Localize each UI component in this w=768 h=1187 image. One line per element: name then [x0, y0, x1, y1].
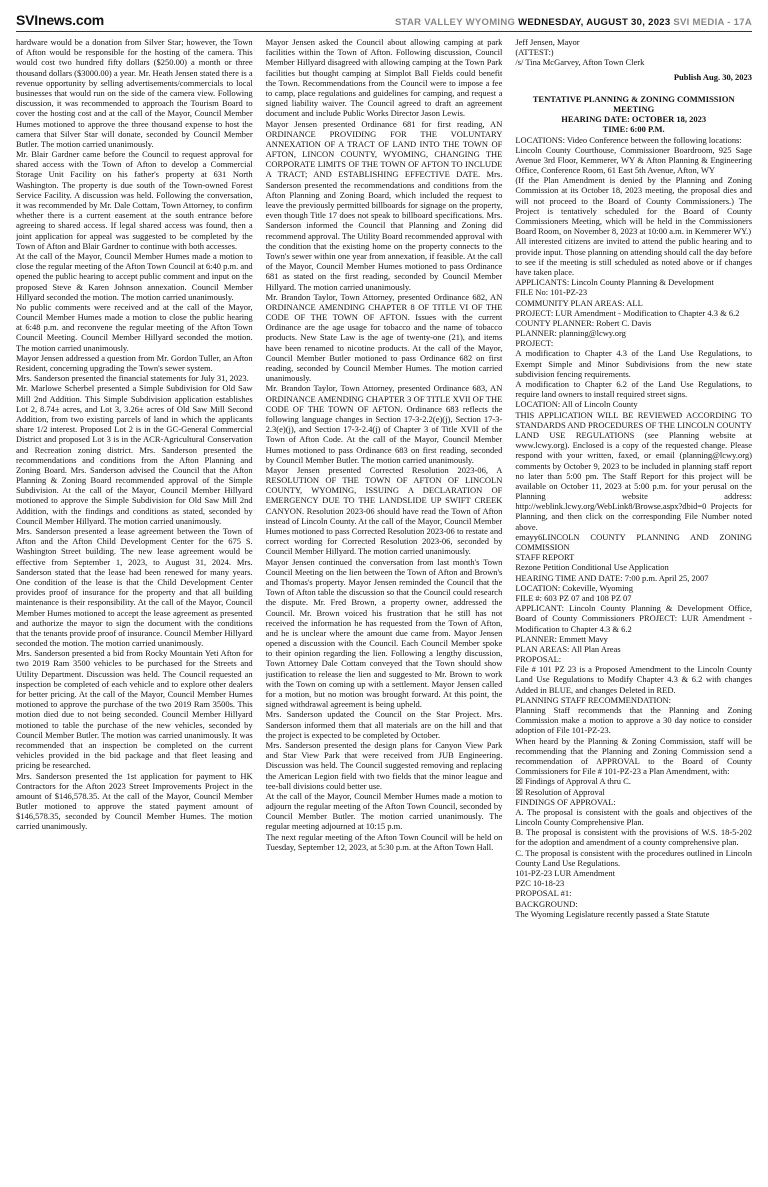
- paragraph: FILE #: 603 PZ 07 and 108 PZ 07: [515, 592, 632, 603]
- paragraph: emayy6LINCOLN COUNTY PLANNING AND ZONING COMMISSION: [515, 531, 752, 552]
- page-header: [16, 8, 752, 32]
- paragraph: All interested citizens are invited to attend the public hearing and to provide input. Those planning on attending should call the day before to see if the meeting is still scheduled as noted above or if changes have taken place.: [515, 236, 752, 277]
- column-3: [515, 37, 752, 1179]
- paragraph: Mrs. Sanderson presented the design plans for Canyon View Park and Star View Park that were received from JUB Engineering. Discussion was held. The Council suggested removing and replacing the American Legion field with two fields that the minor league and tee-ball divisions could better use.: [265, 739, 503, 791]
- paragraph: THIS APPLICATION WILL BE REVIEWED ACCORDING TO STANDARDS AND PROCEDURES OF THE LINCOLN COUNTY LAND USE REGULATIONS (see Planning website at www.lcwy.org). Enclosed is a copy of the requested change. Please respond with your written, faxed, or email (planning@lcwy.org) comments by October 9, 2023 to be included in planning staff report no later than 5:00 pm. The Staff Report for this project will be available on October 11, 2023 at 5:00 p.m. for your perusal on the Planning website address: http://weblink.lcwy.org/WebLink8/Browse.aspx?dbid=0 Projects for Planning, and then click on the corresponding File Number noted above.: [515, 409, 752, 532]
- publish-date: Publish Aug. 30, 2023: [673, 71, 752, 82]
- issue-date: WEDNESDAY, AUGUST 30, 2023: [518, 17, 671, 28]
- paragraph: C. The proposal is consistent with the procedures outlined in Lincoln County Land Use Regulations.: [515, 847, 752, 868]
- notice-body: [515, 135, 752, 919]
- page-info: [395, 17, 752, 28]
- paragraph: Mrs. Sanderson presented the 1st application for payment to HK Contractors for the Afton 2023 Street Improvements Project in the amount of $146,578.35. At the call of the Mayor, Council Member Butler motioned to approve the stated payment amount of $146,578.35, seconded by Council Member Humes. The motion carried unanimously.: [16, 770, 253, 832]
- paragraph: Mr. Brandon Taylor, Town Attorney, presented Ordinance 683, AN ORDINANCE AMENDING CHAPTER 3 OF TITLE XVII OF THE CODE OF THE TOWN OF AFTON. Ordinance 683 reflects the following language changes in Section 17-3-2.2(e)(j), Section 17-3-2.3(e)(j), and Section 17-3-2.4(j) of Chapter 3 of Title XVII of the Town of Afton Code. At the call of the Mayor, Council Member Humes motioned to pass Ordinance 683 on first reading, seconded by Council Member Butler. The motion carried unanimously.: [265, 383, 503, 465]
- paragraph: Mr. Brandon Taylor, Town Attorney, presented Ordinance 682, AN ORDINANCE AMENDING CHAPTER 8 OF TITLE VI OF THE CODE OF THE TOWN OF AFTON. Issues with the current Ordinance are the age usage for tobacco and the name of tobacco products. New State Law is the age of twenty-one (21), and items have been renamed to nicotine products. At the call of the Mayor, Council Member Butler motioned to pass Ordinance 682 on first reading, seconded by Council Member Humes. The motion carried unanimously.: [265, 291, 503, 384]
- paragraph: A modification to Chapter 6.2 of the Land Use Regulations, to require land owners to install required street signs.: [515, 379, 752, 400]
- paragraph: A modification to Chapter 4.3 of the Land Use Regulations, to Exempt Simple and Minor Subdivisions from the new state subdivision fencing requirements.: [515, 348, 752, 379]
- hearing-date: HEARING DATE: OCTOBER 18, 2023: [561, 114, 707, 125]
- paragraph: PLANNER: planning@lcwy.org: [515, 328, 626, 339]
- paragraph: Rezone Petition Conditional Use Application: [515, 562, 669, 573]
- page-number: SVI MEDIA - 17A: [673, 17, 752, 28]
- paragraph: (If the Plan Amendment is denied by the Planning and Zoning Commission at its October 18, 2023 meeting, the proposal dies and will not proceed to the Board of County Commissioners.) The Project is tentatively scheduled for the Board of County Commissioners Meeting, which will be held in the Commissioners Board Room, on November 8, 2023 at 10:00 a.m. in Kemmerer WY.): [515, 175, 752, 237]
- notice-title: TENTATIVE PLANNING & ZONING COMMISSION MEETING: [532, 93, 735, 114]
- paragraph: Planning Staff recommends that the Planning and Zoning Commission make a motion to approve a 30 day notice to consider adoption of File 101-PZ-23.: [515, 705, 752, 736]
- paragraph: ☒ Resolution of Approval: [515, 786, 605, 797]
- column-2: [266, 37, 503, 1179]
- paragraph: LOCATION: All of Lincoln County: [515, 399, 638, 410]
- paragraph: When heard by the Planning & Zoning Commission, staff will be recommending that the Planning and Zoning Commission send a recommendation of APPROVAL to the Board of County Commissioners for File # 101-PZ-23 a Plan Amendment, with:: [515, 735, 752, 777]
- paragraph: B. The proposal is consistent with the provisions of W.S. 18-5-202 for the adoption and amendment of a county comprehensive plan.: [515, 827, 752, 848]
- paragraph: PROJECT:: [515, 338, 554, 349]
- paragraph: PROJECT: LUR Amendment - Modification to Chapter 4.3 & 6.2: [515, 307, 740, 318]
- paragraph: Mrs. Sanderson updated the Council on the Star Project. Mrs. Sanderson informed them that all materials are on the hill and that the project is expected to be completed by October.: [265, 709, 503, 740]
- site-name: SVInews.com: [16, 12, 105, 28]
- signature-clerk: /s/ Tina McGarvey, Afton Town Clerk: [515, 57, 645, 68]
- paragraph: PLAN AREAS: All Plan Areas: [515, 643, 621, 654]
- paragraph: APPLICANTS: Lincoln County Planning & Development: [515, 277, 714, 288]
- hearing-time: TIME: 6:00 P.M.: [602, 124, 665, 135]
- paper-name: STAR VALLEY WYOMING: [394, 17, 516, 28]
- paragraph: HEARING TIME AND DATE: 7:00 p.m. April 25, 2007: [515, 572, 709, 583]
- paragraph: Mayor Jensen presented Corrected Resolution 2023-06, A RESOLUTION OF THE TOWN OF AFTON OF LINCOLN COUNTY, WYOMING, ISSUING A DECLARATION OF EMERGENCY DUE TO THE LANDSLIDE UP SWIFT CREEK CANYON. Resolution 2023-06 should have read the Town of Afton instead of Lincoln County. At the call of the Mayor, Council Member Humes motioned to pass Corrected Resolution 2023-06 to restate and correct wording for Corrected Resolution 2023-06, seconded by Council Member Hillyard. The motion carried unanimously.: [265, 464, 503, 557]
- paragraph: Mr. Marlowe Scherbel presented a Simple Subdivision for Old Saw Mill 2nd Addition. This Simple Subdivision application establishes Lot 2, 8.74± acres, and Lot 3, 3.26± acres of Old Saw Mill Second Addition, from two existing parcels of land in which the applicants share 1/2 interest. Proposed Lot 2 is in the GC-General Commercial District and proposed Lot 3 is in the ACR-Agricultural Conservation and Recreation zoning district. Mrs. Sanderson presented the recommendations and conditions from the Afton Planning and Zoning Board. Mrs. Sanderson advised the Council that the Afton Planning & Zoning Board recommended approval of the Simple Subdivision. At the call of the Mayor, Council Member Hillyard motioned to approve the Simple Subdivision for Old Saw Mill 2nd Addition, with the findings and conditions as stated, seconded by Council Member Hillyard. The motion carried unanimously.: [16, 383, 253, 526]
- column-1: [16, 37, 253, 1179]
- paragraph: PLANNING STAFF RECOMMENDATION:: [515, 694, 671, 705]
- paragraph: PROPOSAL:: [515, 654, 562, 665]
- paragraph: A. The proposal is consistent with the goals and objectives of the Lincoln County Comprehensive Plan.: [515, 806, 752, 828]
- paragraph: Mayor Jensen asked the Council about allowing camping at park facilities within the Town of Afton. Following discussion, Council Member Hillyard disagreed with allowing camping at the Town Park facilities but thought camping at Simplot Ball Fields could benefit the Town. Recommendations from the Council were to impose a fee to camp, place regulations and guidelines for camping, and request a signed liability waiver. The Council agreed to draft an agreement document and include Public Works Director Jason Lewis.: [265, 37, 503, 119]
- paragraph: At the call of the Mayor, Council Member Humes made a motion to close the regular meeting of the Afton Town Council at 6:40 p.m. and opened the public hearing to accept public comment and input on the proposed Steve & Karen Johnson annexation. Council Member Hillyard seconded the motion. The motion carried unanimously.: [16, 250, 253, 302]
- paragraph: BACKGROUND:: [515, 898, 578, 909]
- paragraph: The Wyoming Legislature recently passed a State Statute: [515, 908, 710, 919]
- paragraph: APPLICANT: Lincoln County Planning & Development Office, Board of County Commissioners PROJECT: LUR Amendment - Modification to Chapter 4.3 & 6.2: [515, 603, 752, 634]
- paragraph: PROPOSAL #1:: [515, 888, 572, 899]
- signature-mayor: Jeff Jensen, Mayor: [515, 37, 580, 47]
- paragraph: LOCATIONS: Video Conference between the following locations:: [515, 134, 742, 145]
- paragraph: FILE No: 101-PZ-23: [515, 287, 588, 298]
- paragraph: LOCATION: Cokeville, Wyoming: [515, 582, 633, 593]
- paragraph: At the call of the Mayor, Council Member Humes made a motion to adjourn the regular meeting of the Afton Town Council, seconded by Council Member Butler. The motion carried unanimously. The regular meeting adjourned at 10:15 p.m.: [265, 790, 503, 832]
- paragraph: No public comments were received and at the call of the Mayor, Council Member Humes made a motion to close the public hearing at 6:48 p.m. and reconvene the regular meeting of the Afton Town Council Meeting. Council Member Hillyard seconded the motion. The motion carried unanimously.: [16, 301, 253, 353]
- paragraph: File # 101 PZ 23 is a Proposed Amendment to the Lincoln County Land Use Regulations to Modify Chapter 4.3 & 6.2 with changes Added in BLUE, and changes Deleted in RED.: [515, 664, 752, 695]
- paragraph: Mrs. Sanderson presented a lease agreement between the Town of Afton and the Afton Child Development Center for the 675 S. Washington Street building. The new lease agreement would be effective from September 1, 2023, to August 31, 2024. Mrs. Sanderson stated that the lease had been renewed for many years. One condition of the lease is that the Child Development Center provides proof of insurance for the property and that all building maintenance is their responsibility. At the call of the Mayor, Council Member Humes motioned to accept the lease agreement as presented and authorize the mayor to sign the document with the conditions that the tenants provide proof of insurance. Council Member Hillyard seconded the motion. The motion carried unanimously.: [16, 526, 253, 649]
- paragraph: ☒ Findings of Approval A thru C.: [515, 776, 631, 787]
- paragraph: 101-PZ-23 LUR Amendment: [515, 868, 615, 878]
- paragraph: Mayor Jensen presented Ordinance 681 for first reading, AN ORDINANCE PROVIDING FOR THE VOLUNTARY ANNEXATION OF A TRACT OF LAND INTO THE TOWN OF AFTON, LINCON COUNTY, WYOMING, CHANGING THE CORPORATE LIMITS OF THE TOWN OF AFTON TO INCLUDE A TRACT; AND ESTABLISHING EFFECTIVE DATE. Mrs. Sanderson presented the recommendations and conditions from the Afton Planning and Zoning Board, which included the request to leave the previously permitted billboards for signage on the property, even though Title 17 does not speak to billboard specifications. Mrs. Sanderson informed the Council that Planning and Zoning did recommend approval. The Utility Board recommended approval with the condition that the existing home on the property connects to the Town's sewer within one year from annexation, if feasible. At the call of the Mayor, Council Member Humes motioned to pass Ordinance 681 as stated on the first reading, seconded by Council Member Hillyard. The motion carried unanimously.: [265, 118, 503, 292]
- paragraph: Mayor Jensen addressed a question from Mr. Gordon Tuller, an Afton Resident, concerning upgrading the Town's sewer system.: [16, 352, 253, 373]
- paragraph: Mrs. Sanderson presented the financial statements for July 31, 2023.: [16, 373, 249, 384]
- paragraph: Mayor Jensen continued the conversation from last month's Town Council Meeting on the lien between the Town of Afton and Brown's and Thomas's property. Mayor Jensen reminded the Council that the Town of Afton table the discussion so that the Council could research the dispute. Mr. Fred Brown, a property owner, addressed the Council. Mr. Brown voiced his frustration that he still has not received the information he has requested from the Town of Afton, and he is unclear where the amount due came from. Mayor Jensen opened a discussion with the Council. Each Council Member spoke to their opinion regarding the lien. Following a lengthy discussion, Town Attorney Dale Cottam conveyed that the Town should show justification to release the lien and suggested to Mr. Brown to work with the Town on coming up with a settlement. Mayor Jensen called for a motion, but no motion was brought forward. At this point, the signed withdrawal agreement is being upheld.: [265, 556, 503, 710]
- paragraph: STAFF REPORT: [515, 552, 575, 563]
- signature-attest: (ATTEST:): [515, 47, 554, 58]
- paragraph: COMMUNITY PLAN AREAS: ALL: [515, 297, 643, 308]
- paragraph: Mrs. Sanderson presented a bid from Rocky Mountain Yeti Afton for two 2019 Ram 3500 vehicles to be purchased for the Streets and Utility Department. Discussion was held. The Council requested an inspection be completed of each vehicle and to explore other dealers for better pricing. At the call of the Mayor, Council Member Humes motioned to approve the purchase of the two 2019 Ram 3500s. This motion died due to not being seconded. Council Member Hillyard motioned to table the purchase of the new vehicles, seconded by Council Member Butler. The motion was carried unanimously. It was recommended that an inspection be completed on the current vehicles provided in the bid package and that fleet leasing and pricing be researched.: [16, 648, 253, 771]
- paragraph: Lincoln County Courthouse, Commissioner Boardroom, 925 Sage Avenue 3rd Floor, Kemmerer, WY & Afton Planning & Engineering Office, Conference Room, 61 East 5th Avenue, Afton, WY: [515, 144, 752, 176]
- article-columns: [16, 37, 752, 1179]
- paragraph: The next regular meeting of the Afton Town Council will be held on Tuesday, September 12, 2023, at 5:30 p.m. at the Afton Town Hall.: [265, 831, 503, 852]
- paragraph: PLANNER: Emmett Mavy: [515, 633, 608, 644]
- paragraph: FINDINGS OF APPROVAL:: [515, 796, 616, 807]
- paragraph: PZC 10-18-23: [515, 878, 565, 889]
- paragraph: COUNTY PLANNER: Robert C. Davis: [515, 317, 652, 328]
- paragraph: hardware would be a donation from Silver Star; however, the Town of Afton would be responsible for the hosting of the camera. This would cost two hundred fifty dollars ($250.00) a month or three thousand dollars ($3000.00) a year. Mr. Heath Jensen stated there is a revenue opportunity by selling advertisements/commercials to local businesses that would run on the side of the camera view. Following discussion, it was recommended to approach the Tourism Board to cover the hosting cost and at the call of the Mayor, Council Member Humes motioned to approve the three thousand expense to host the camera that Silver Star will donate, seconded by Council Member Butler. The motion carried unanimously.: [16, 37, 253, 149]
- paragraph: Mr. Blair Gardner came before the Council to request approval for shared access with the Town of Afton to develop a Commercial Storage Unit Facility on his father's property at 631 North Washington. The property is due south of the Town-owned Forest Service Facility. A discussion was held. Following the conversation, it was recommended by Mr. Dale Cottam, Town Attorney, to confirm whether there is a current easement at the south entrance before agreeing to shared access. If legal shared access was found, then a joint application for appeal was suggested to be completed by the Town of Afton and Blair Gardner to continue with both accesses.: [16, 149, 253, 251]
